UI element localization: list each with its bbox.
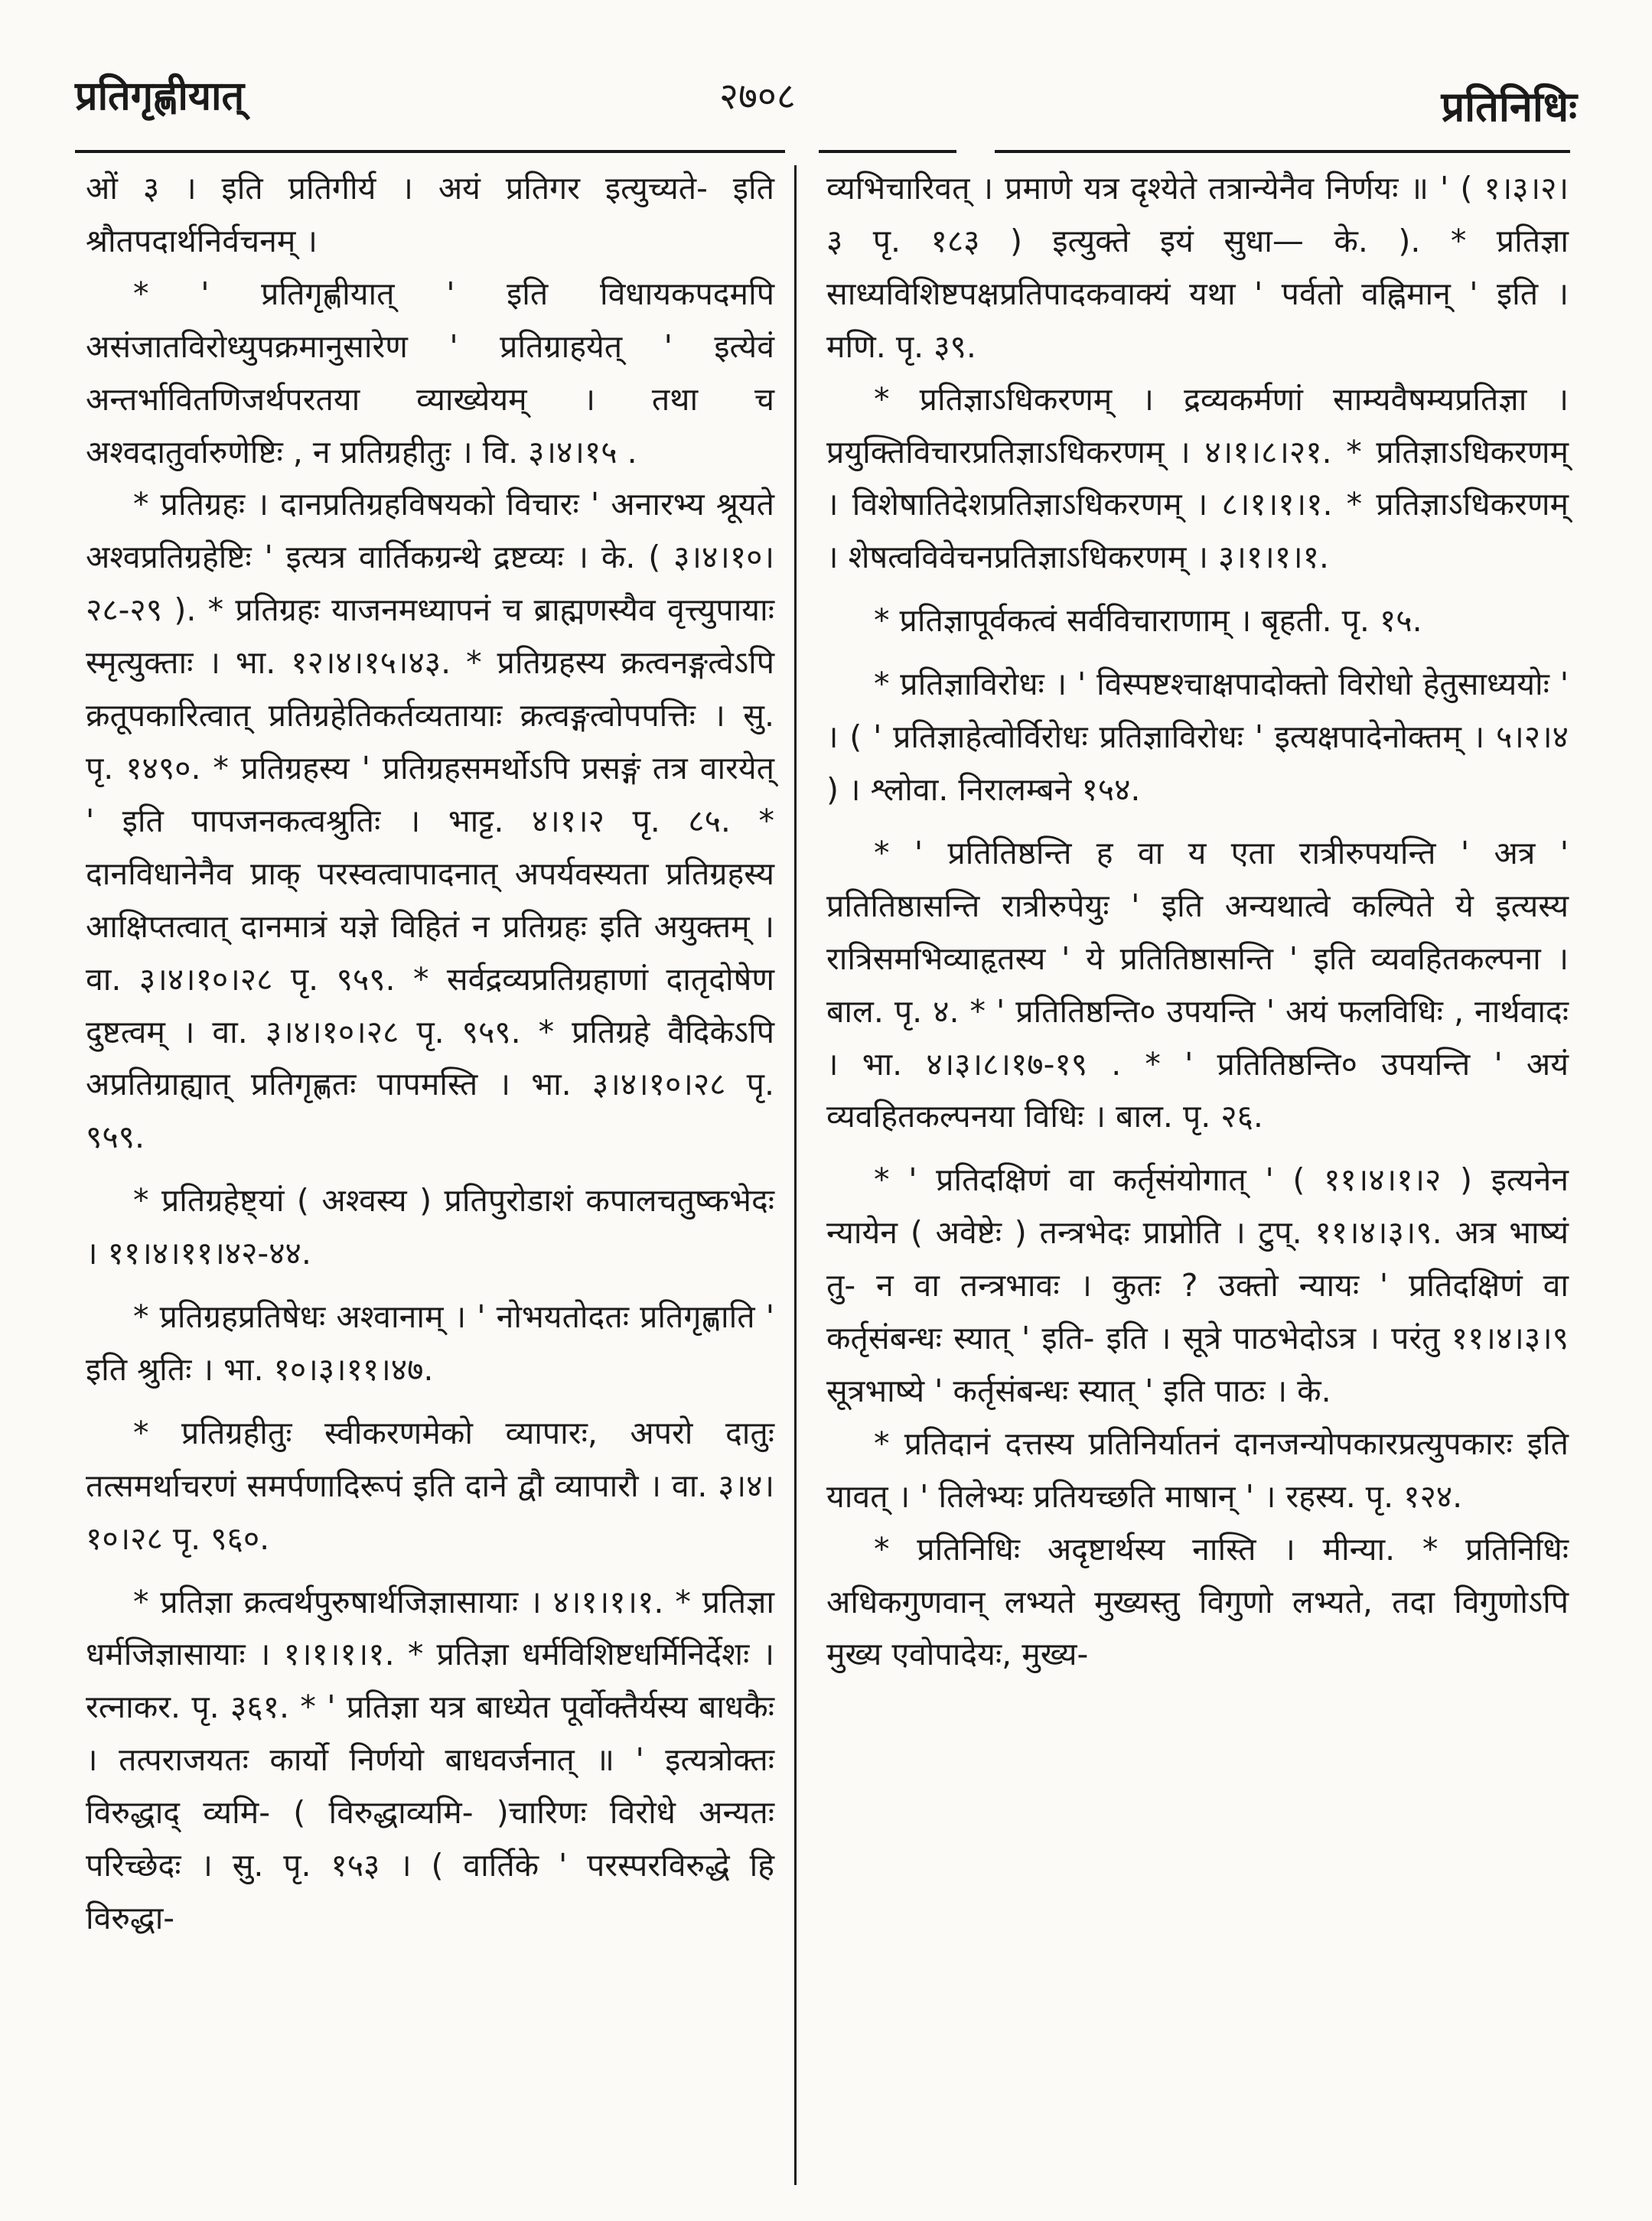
paragraph-text: * ' प्रतितिष्ठन्ति ह वा य एता रात्रीरुपयन्ति ' अत्र ' प्रतितिष्ठासन्ति रात्रीरुपेयुः ' इति अन्यथात्वे कल्पिते ये इत्यस्य रात्रिसमभिव्याहृतस्य ' ये प्रतितिष्ठासन्ति ' इति व्यवहितकल्पना । बाल. पृ. ४. * ' प्रतितिष्ठन्ति० उपयन्ति ' अयं फलविधिः , नार्थवादः । भा. ४।३।८।१७-१९ . * ' प्रतितिष्ठन्ति० उपयन्ति ' अयं व्यवहितकल्पनया विधिः । बाल. पृ. २६.: [826, 834, 1579, 1135]
paragraph: [86, 162, 785, 268]
paragraph: [826, 1154, 1579, 1418]
paragraph: [826, 162, 1579, 373]
paragraph: [86, 268, 785, 479]
header-rule-left: [75, 150, 785, 153]
paragraph: [826, 373, 1579, 585]
paragraph-text: ओं ३ । इति प्रतिगीर्य । अयं प्रतिगर इत्युच्यते- इति श्रौतपदार्थनिर्वचनम् ।: [86, 170, 785, 259]
page-number: २७०८: [719, 75, 796, 118]
paragraph-text: * प्रतिग्रहप्रतिषेधः अश्वानाम् । ' नोभयतोदतः प्रतिगृह्णाति ' इति श्रुतिः । भा. १०।३।११।४७.: [86, 1298, 785, 1388]
paragraph-text: * प्रतिज्ञाविरोधः । ' विस्पष्टश्चाक्षपादोक्तो विरोधो हेतुसाध्ययोः ' । ( ' प्रतिज्ञाहेत्वोर्विरोधः प्रतिज्ञाविरोधः ' इत्यक्षपादेनोक्तम् । ५।२।४ ) । श्लोवा. निरालम्बने १५४.: [826, 666, 1579, 808]
paragraph: [86, 1407, 785, 1565]
paragraph: [86, 1576, 785, 1945]
header-rule-middle: [819, 150, 956, 153]
paragraph: [86, 1174, 785, 1280]
paragraph: [826, 827, 1579, 1143]
paragraph: [826, 594, 1569, 647]
paragraph: [826, 1418, 1579, 1523]
header-rule-right: [995, 150, 1570, 153]
paragraph-text: * ' प्रतिदक्षिणं वा कर्तृसंयोगात् ' ( ११।४।१।२ ) इत्यनेन न्यायेन ( अवेष्टेः ) तन्त्रभेदः प्राप्नोति । टुप्. ११।४।३।९. अत्र भाष्यं तु- न वा तन्त्रभावः । कुतः ? उक्तो न्यायः ' प्रतिदक्षिणं वा कर्तृसंबन्धः स्यात् ' इति- इति । सूत्रे पाठभेदोऽत्र । परंतु ११।४।३।९ सूत्रभाष्ये ' कर्तृसंबन्धः स्यात् ' इति पाठः । के.: [826, 1161, 1579, 1409]
paragraph-text: * प्रतिग्रहेष्ट्यां ( अश्वस्य ) प्रतिपुरोडाशं कपालचतुष्कभेदः । ११।४।११।४२-४४.: [86, 1182, 785, 1272]
paragraph-text: * प्रतिज्ञा क्रत्वर्थपुरुषार्थजिज्ञासायाः । ४।१।१।१. * प्रतिज्ञा धर्मजिज्ञासायाः । १।१।१।१. * प्रतिज्ञा धर्मविशिष्टधर्मिनिर्देशः । रत्नाकर. पृ. ३६१. * ' प्रतिज्ञा यत्र बाध्येत पूर्वोक्तैर्यस्य बाधकैः । तत्पराजयतः कार्यो निर्णयो बाधवर्जनात् ॥ ' इत्यत्रोक्तः विरुद्धाद् व्यमि- ( विरुद्धाव्यमि- )चारिणः विरोधे अन्यतः परिच्छेदः । सु. पृ. १५३ । ( वार्तिके ' परस्परविरुद्धे हि विरुद्धा-: [86, 1583, 785, 1936]
running-head-right: प्रतिनिधिः: [1441, 83, 1577, 131]
paragraph-text: * प्रतिग्रहीतुः स्वीकरणमेको व्यापारः, अपरो दातुः तत्समर्थाचरणं समर्पणादिरूपं इति दाने द्वौ व्यापारौ । वा. ३।४।१०।२८ पृ. ९६०.: [86, 1414, 785, 1557]
column-divider: [794, 165, 797, 2185]
right-column: [826, 162, 1579, 1681]
paragraph-text: * प्रतिनिधिः अदृष्टार्थस्य नास्ति । मीन्या. * प्रतिनिधिः अधिकगुणवान् लभ्यते मुख्यस्तु विगुणो लभ्यते, तदा विगुणोऽपि मुख्य एवोपादेयः, मुख्य-: [826, 1530, 1579, 1673]
paragraph: [826, 1523, 1579, 1682]
paragraph: [86, 1291, 785, 1396]
paragraph-text: व्यभिचारिवत् । प्रमाणे यत्र दृश्येते तत्रान्येनैव निर्णयः ॥ ' ( १।३।२।३ पृ. १८३ ) इत्युक्ते इयं सुधा— के. ). * प्रतिज्ञा साध्यविशिष्टपक्षप्रतिपादकवाक्यं यथा ' पर्वतो वह्निमान् ' इति । मणि. पृ. ३९.: [826, 170, 1579, 365]
paragraph: [86, 478, 785, 1164]
paragraph-text: * प्रतिज्ञाऽधिकरणम् । द्रव्यकर्मणां साम्यवैषम्यप्रतिज्ञा । प्रयुक्तिविचारप्रतिज्ञाऽधिकरणम् । ४।१।८।२१. * प्रतिज्ञाऽधिकरणम् । विशेषातिदेशप्रतिज्ञाऽधिकरणम् । ८।१।१।१. * प्रतिज्ञाऽधिकरणम् । शेषत्वविवेचनप्रतिज्ञाऽधिकरणम् । ३।१।१।१.: [826, 380, 1579, 576]
paragraph-text: * प्रतिग्रहः । दानप्रतिग्रहविषयको विचारः ' अनारभ्य श्रूयते अश्वप्रतिग्रहेष्टिः ' इत्यत्र वार्तिकग्रन्थे द्रष्टव्यः । के. ( ३।४।१०।२८-२९ ). * प्रतिग्रहः याजनमध्यापनं च ब्राह्मणस्यैव वृत्त्युपायाः स्मृत्युक्ताः । भा. १२।४।१५।४३. * प्रतिग्रहस्य क्रत्वनङ्गत्वेऽपि क्रतूपकारित्वात् प्रतिग्रहेतिकर्तव्यतायाः क्रत्वङ्गत्वोपपत्तिः । सु. पृ. १४९०. * प्रतिग्रहस्य ' प्रतिग्रहसमर्थोऽपि प्रसङ्गं तत्र वारयेत् ' इति पापजनकत्वश्रुतिः । भाट्ट. ४।१।२ पृ. ८५. * दानविधानेनैव प्राक् परस्वत्वापादनात् अपर्यवस्यता प्रतिग्रहस्य आक्षिप्तत्वात् दानमात्रं यज्ञे विहितं न प्रतिग्रहः इति अयुक्तम् । वा. ३।४।१०।२८ पृ. ९५९. * सर्वद्रव्यप्रतिग्रहाणां दातृदोषेण दुष्टत्वम् । वा. ३।४।१०।२८ पृ. ९५९. * प्रतिग्रहे वैदिकेऽपि अप्रतिग्राह्यात् प्रतिगृह्णतः पापमस्ति । भा. ३।४।१०।२८ पृ. ९५९.: [86, 486, 785, 1156]
paragraph: [826, 658, 1579, 816]
paragraph-text: * प्रतिदानं दत्तस्य प्रतिनिर्यातनं दानजन्योपकारप्रत्युपकारः इति यावत् । ' तिलेभ्यः प्रतियच्छति माषान् ' । रहस्य. पृ. १२४.: [826, 1425, 1579, 1515]
paragraph-text: * प्रतिज्ञापूर्वकत्वं सर्वविचाराणाम् । बृहती. पृ. १५.: [874, 602, 1422, 640]
left-column: [86, 162, 785, 1945]
paragraph-text: * ' प्रतिगृह्णीयात् ' इति विधायकपदमपि असंजातविरोध्युपक्रमानुसारेण ' प्रतिग्राहयेत् ' इत्येवं अन्तर्भावितणिजर्थपरतया व्याख्येयम् । तथा च अश्वदातुर्वारुणेष्टिः , न प्रतिग्रहीतुः । वि. ३।४।१५ .: [86, 275, 785, 471]
running-head-left: प्रतिगृह्णीयात्: [75, 73, 245, 119]
